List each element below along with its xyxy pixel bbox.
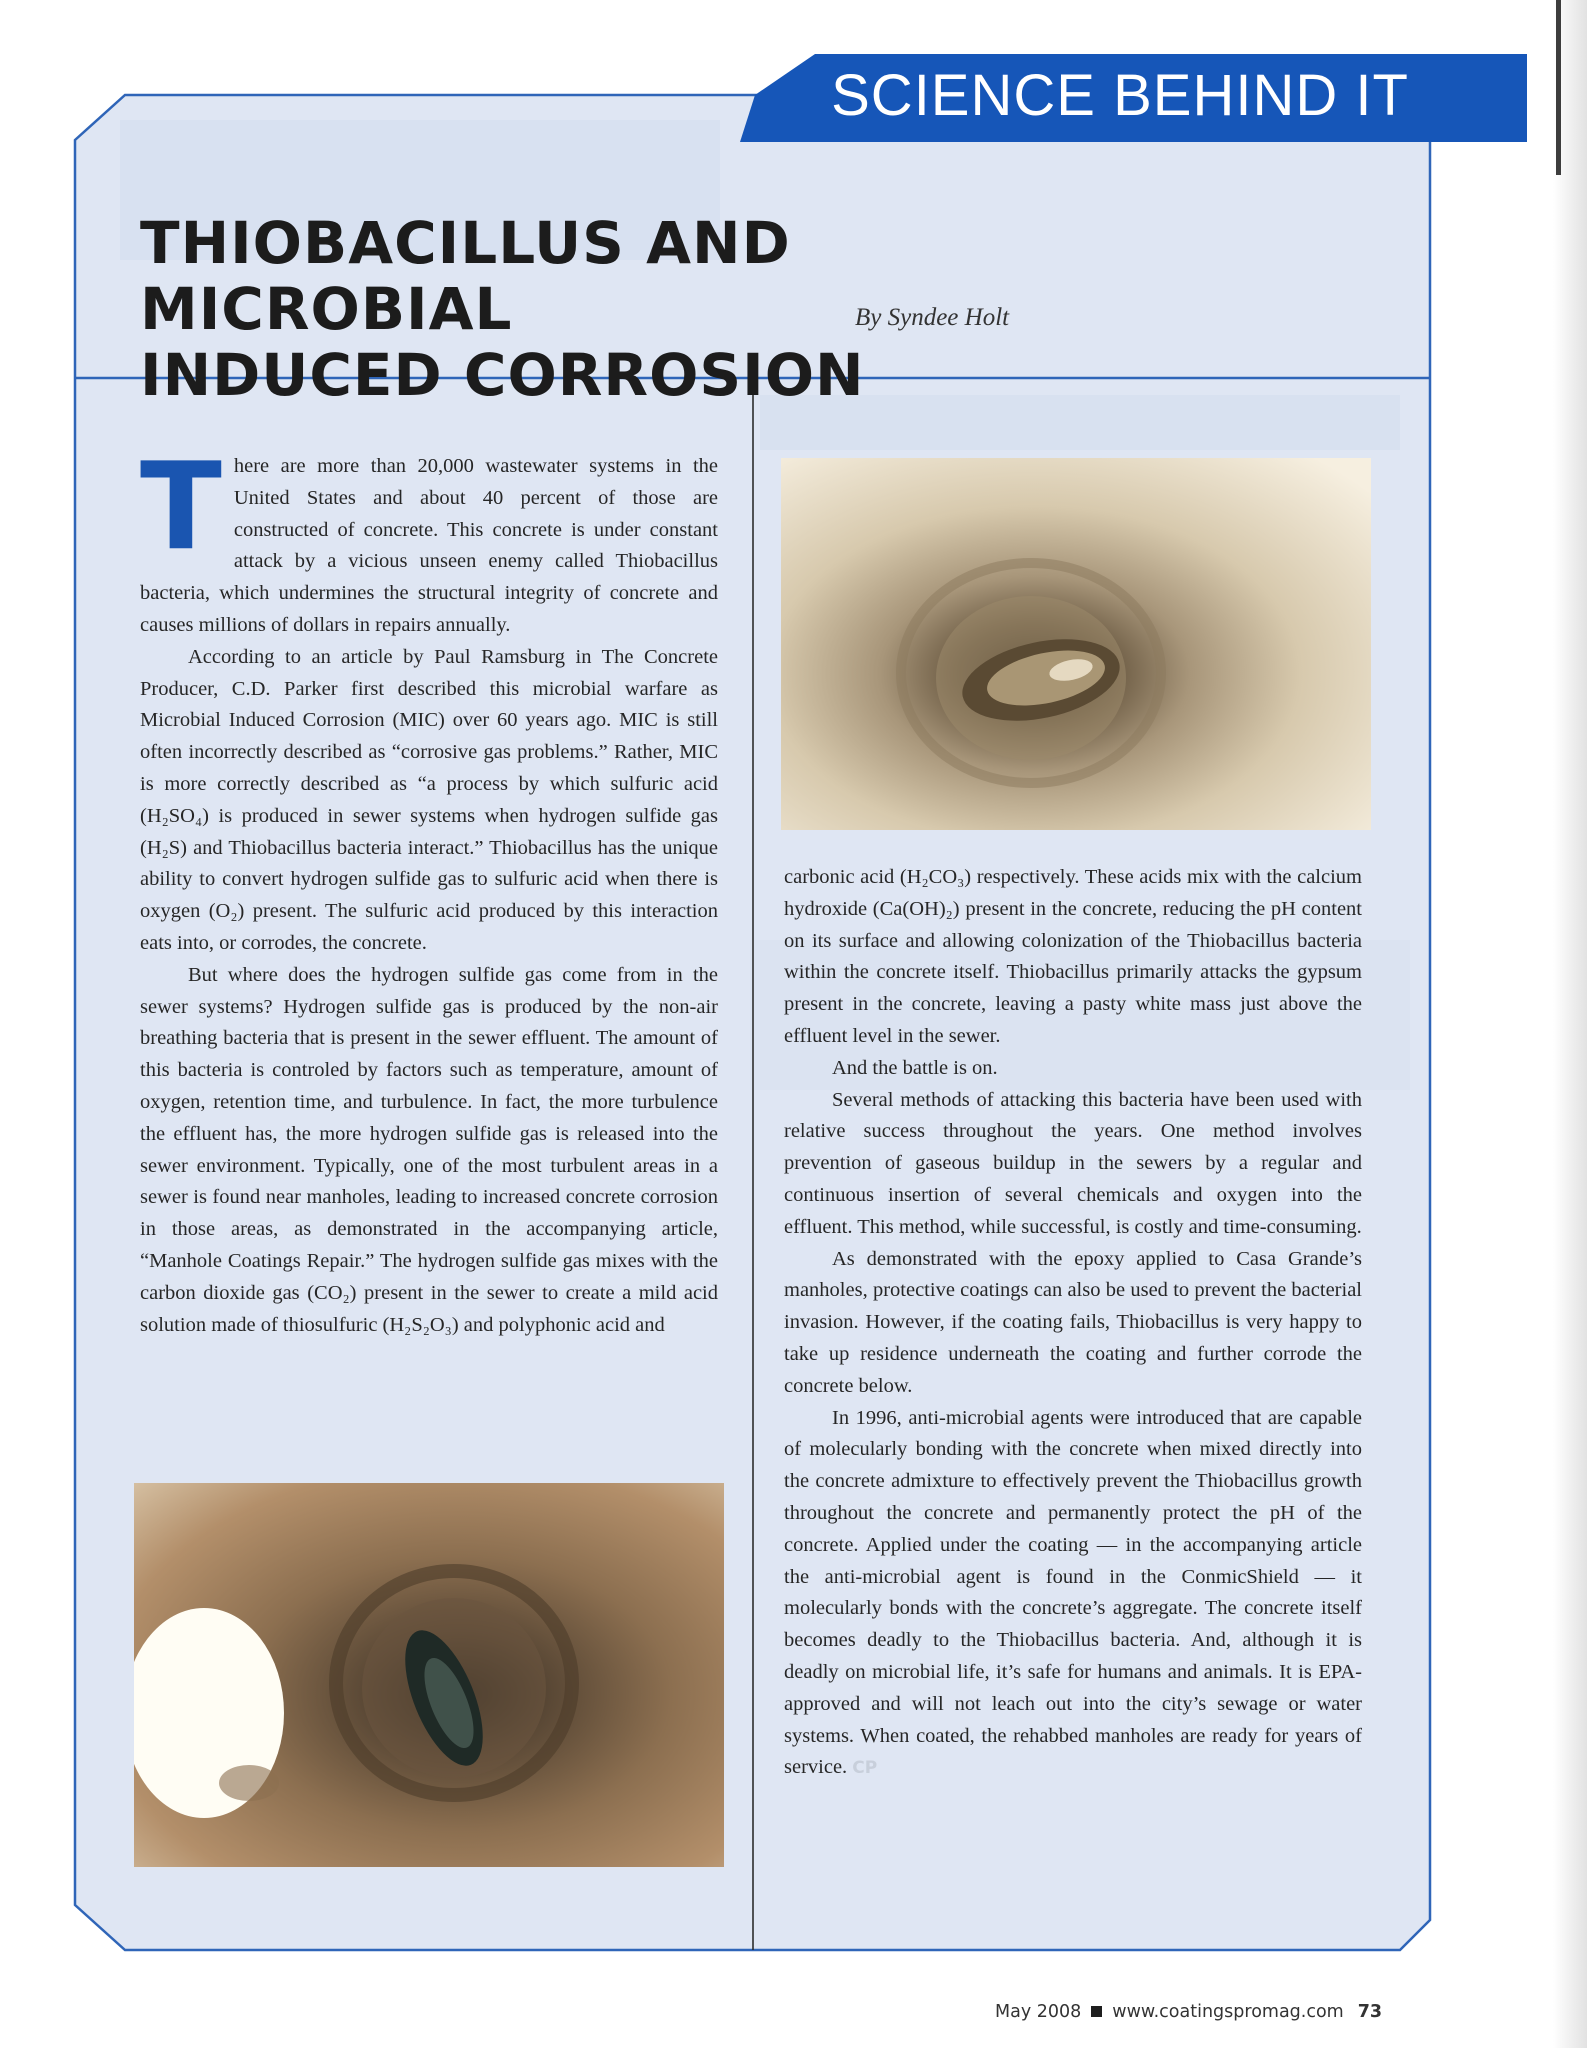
headline-line-2: INDUCED CORROSION [140,341,865,409]
drop-cap: T [140,438,222,577]
section-banner-title: SCIENCE BEHIND IT [831,63,1409,128]
page-footer [995,2002,1435,2022]
article-byline: By Syndee Holt [855,304,1010,331]
coated-manhole-photo [781,458,1371,830]
paragraph-2: According to an article by Paul Ramsburg in The Concrete Producer, C.D. Parker first described this microbial warfare as Microbial Induced Corrosion (MIC) over 60 years ago. MIC is still often incorrectly described as “corrosive gas problems.” Rather, MIC is more correctly described as “a process by which sulfuric acid (H₂SO₄) is produced in sewer systems when hydrogen sulfide gas (H₂S) and Thiobacillus bacteria interact.” Thiobacillus has the unique ability to convert hydrogen sulfide gas to sulfuric acid when there is oxygen (O₂) present. The sulfuric acid produced by this interaction eats into, or corrodes, the concrete. [140,645,718,954]
left-text-column [140,438,718,1341]
paragraph-8-text: In 1996, anti-microbial agents were introduced that are capable of molecularly bonding with the concrete when mixed directly into the concrete admixture to effectively prevent the Thiobacillus growth throughout the concrete and permanently protect the pH of the concrete. Applied under the coating — in the accompanying article the anti-microbial agent is found in the ConmicShield — it molecularly bonds with the concrete’s aggregate. The concrete itself becomes deadly to the Thiobacillus bacteria. And, although it is deadly on microbial life, it’s safe for humans and animals. It is EPA-approved and will not leach out into the city’s sewage or water systems. When coated, the rehabbed manholes are ready for years of service. [784,1406,1362,1779]
issue-date: May 2008 [995,2002,1082,2022]
paragraph-3: But where does the hydrogen sulfide gas come from in the sewer systems? Hydrogen sulfide gas is produced by the non-air breathing bacteria that is present in the sewer effluent. The amount of this bacteria is controled by factors such as temperature, amount of oxygen, retention time, and turbulence. In fact, the more turbulence the effluent has, the more hydrogen sulfide gas is released into the sewer environment. Typically, one of the most turbulent areas in a sewer is found near manholes, leading to increased concrete corrosion in those areas, as demonstrated in the accompanying article, “Manhole Coatings Repair.” The hydrogen sulfide gas mixes with the carbon dioxide gas (CO₂) present in the sewer to create a mild acid solution made of thiosulfuric (H₂S₂O₃) and polyphonic acid and [140,963,718,1336]
headline-line-1: THIOBACILLUS AND MICROBIAL [140,209,791,343]
page-number: 73 [1357,2002,1383,2022]
paragraph-1-text: here are more than 20,000 wastewater systems in the United States and about 40 percent of those are constructed of concrete. This concrete is under constant attack by a vicious unseen enemy called Thiobacillus bacteria, which undermines the structural integrity of concrete and causes millions of dollars in repairs annually. [140,455,718,636]
paragraph-8 [784,1403,1362,1786]
right-text-column [784,862,1362,1785]
paragraph-6: Several methods of attacking this bacteria have been used with relative success throughout the years. One method involves prevention of gaseous buildup in the sewers by a regular and continuous insertion of several chemicals and oxygen into the effluent. This method, while successful, is costly and time-consuming. [784,1088,1362,1238]
paragraph-5: And the battle is on. [832,1056,998,1079]
paragraph-1 [140,438,718,642]
website-link[interactable]: www.coatingspromag.com [1112,2002,1344,2022]
paragraph-4: carbonic acid (H₂CO₃) respectively. These acids mix with the calcium hydroxide (Ca(OH)₂) present in the concrete, reducing the pH content on its surface and allowing colonization of the Thiobacillus bacteria within the concrete itself. Thiobacillus primarily attacks the gypsum present in the concrete, leaving a pasty white mass just above the effluent level in the sewer. [784,866,1362,1047]
separator-square-icon [1091,2006,1102,2017]
paragraph-7: As demonstrated with the epoxy applied to Casa Grande’s manholes, protective coatings can also be used to prevent the bacterial invasion. However, if the coating fails, Thiobacillus is very happy to take up residence underneath the coating and further corrode the concrete below. [784,1247,1362,1397]
end-mark: CP [852,1758,878,1779]
corroded-manhole-photo [134,1483,724,1867]
